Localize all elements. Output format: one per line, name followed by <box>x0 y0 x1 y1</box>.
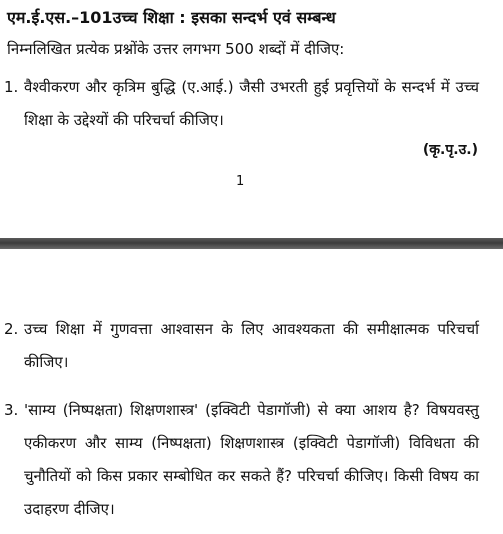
question-3 <box>4 394 479 526</box>
document-title: एम.ई.एस.–101उच्च शिक्षा : इसका सन्दर्भ एवं सम्बन्ध <box>7 8 336 27</box>
page-number: 1 <box>236 174 245 189</box>
question-number: 2. <box>4 320 19 338</box>
question-text: वैश्वीकरण और कृत्रिम बुद्धि (ए.आई.) जैसी उभरती हुई प्रवृत्तियों के सन्दर्भ में उच्च शिक्षा के उद्देश्यों की परिचर्चा कीजिए। <box>24 78 479 129</box>
question-number: 1. <box>4 78 19 96</box>
question-text: उच्च शिक्षा में गुणवत्ता आश्वासन के लिए आवश्यकता की समीक्षात्मक परिचर्चा कीजिए। <box>24 320 479 371</box>
question-2 <box>4 313 479 379</box>
instruction-text: निम्नलिखित प्रत्येक प्रश्नोंके उत्तर लगभग 500 शब्दों में दीजिए: <box>7 40 345 58</box>
page-one <box>0 0 503 238</box>
please-turn-over-note: (कृ.पृ.उ.) <box>422 142 478 158</box>
page-divider <box>0 238 503 249</box>
page-two <box>0 249 503 534</box>
question-1 <box>4 71 479 137</box>
question-number: 3. <box>4 401 19 419</box>
question-text: 'साम्य (निष्पक्षता) शिक्षणशास्त्र' (इक्विटी पेडागॉजी) से क्या आशय है? विषयवस्तु एकीकरण और साम्य (निष्पक्षता) शिक्षणशास्त्र (इक्विटी पेडागॉजी) विविधता की चुनौतियों को किस प्रकार सम्बोधित कर सकते हैं? परिचर्चा कीजिए। किसी विषय का उदाहरण दीजिए। <box>24 401 479 518</box>
